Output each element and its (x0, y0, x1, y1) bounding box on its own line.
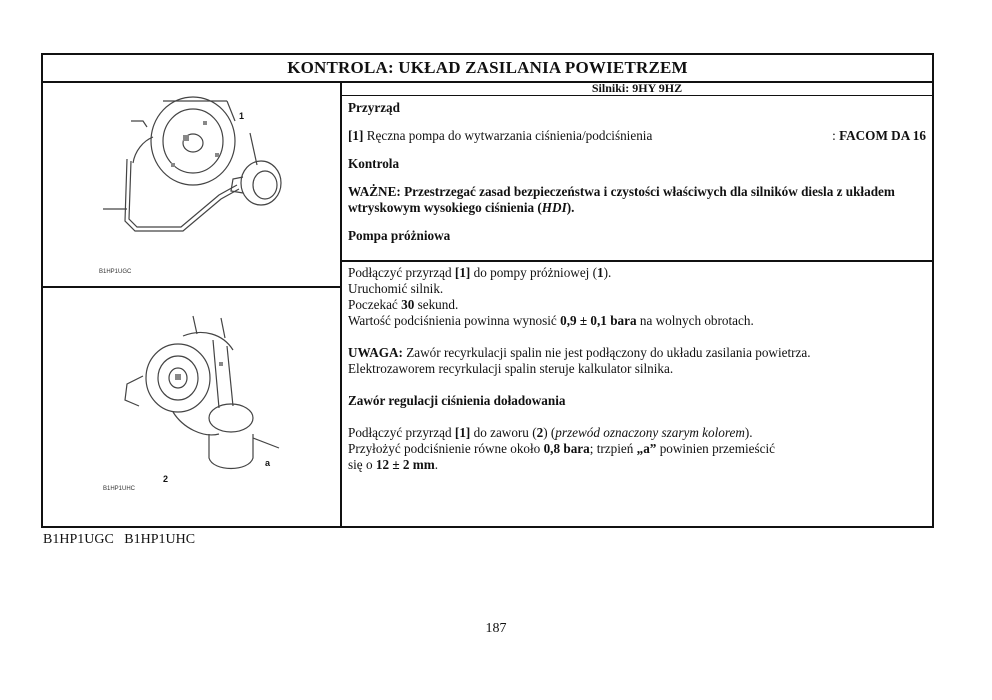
tool-desc: Ręczna pompa do wytwarzania ciśnienia/podciśnienia (363, 128, 653, 143)
figure-turbocharger (43, 288, 340, 526)
figure-vacuum-pump (43, 81, 340, 288)
note-egr-2: Elektrozaworem recyrkulacji spalin steruje kalkulator silnika. (348, 361, 674, 376)
figure-caption: B1HP1UHC (103, 486, 136, 492)
section-tool-check (348, 100, 926, 244)
page-title: KONTROLA: UKŁAD ZASILANIA POWIETRZEM (43, 55, 932, 83)
callout-2: 2 (163, 474, 169, 484)
figure-references: B1HP1UGC B1HP1UHC (43, 532, 196, 547)
callout-a: a (265, 458, 271, 468)
step-valve-connect: Podłączyć przyrząd [1] do zaworu (2) (przewód oznaczony szarym kolorem). (348, 425, 753, 440)
step-wait: Poczekać 30 sekund. (348, 297, 459, 312)
engines-header: Silniki: 9HY 9HZ (342, 81, 932, 96)
step-valve-travel: się o 12 ± 2 mm. (348, 457, 439, 472)
step-start: Uruchomić silnik. (348, 281, 444, 296)
tool-row (348, 128, 926, 144)
turbocharger-illustration (43, 288, 340, 528)
tool-name: FACOM DA 16 (839, 128, 926, 143)
step-valve-apply: Przyłożyć podciśnienie równe około 0,8 bara; trzpień „a” powinien przemieścić (348, 441, 776, 456)
page-number: 187 (485, 621, 507, 636)
step-connect: Podłączyć przyrząd [1] do pompy próżniowej (1). (348, 265, 612, 280)
procedure-sheet (41, 53, 934, 528)
heading-check: Kontrola (348, 156, 400, 171)
heading-pump: Pompa próżniowa (348, 228, 451, 243)
figure-caption: B1HP1UGC (99, 269, 132, 275)
text-column (342, 81, 932, 526)
note-egr: UWAGA: Zawór recyrkulacji spalin nie jest podłączony do układu zasilania powietrza. (348, 345, 811, 360)
step-vacuum-value: Wartość podciśnienia powinna wynosić 0,9 ± 0,1 bara na wolnych obrotach. (348, 313, 754, 328)
tool-name-prefix: : (832, 128, 840, 143)
important-label: WAŻNE: (348, 184, 405, 199)
vacuum-pump-illustration (43, 81, 340, 286)
section-pump-valve (348, 265, 926, 473)
important-text: Przestrzegać zasad bezpieczeństwa i czystości właściwych dla silników diesla z układem wtryskowym wysokiego ciśnienia ( (348, 184, 895, 215)
heading-valve: Zawór regulacji ciśnienia doładowania (348, 393, 566, 408)
important-note (348, 184, 926, 216)
callout-1: 1 (239, 111, 245, 121)
tool-ref: [1] (348, 128, 364, 143)
important-hdi: HDI (541, 200, 567, 215)
figure-column (43, 81, 342, 526)
heading-tool: Przyrząd (348, 100, 400, 115)
important-end: ). (566, 200, 575, 215)
section-divider (342, 260, 932, 262)
